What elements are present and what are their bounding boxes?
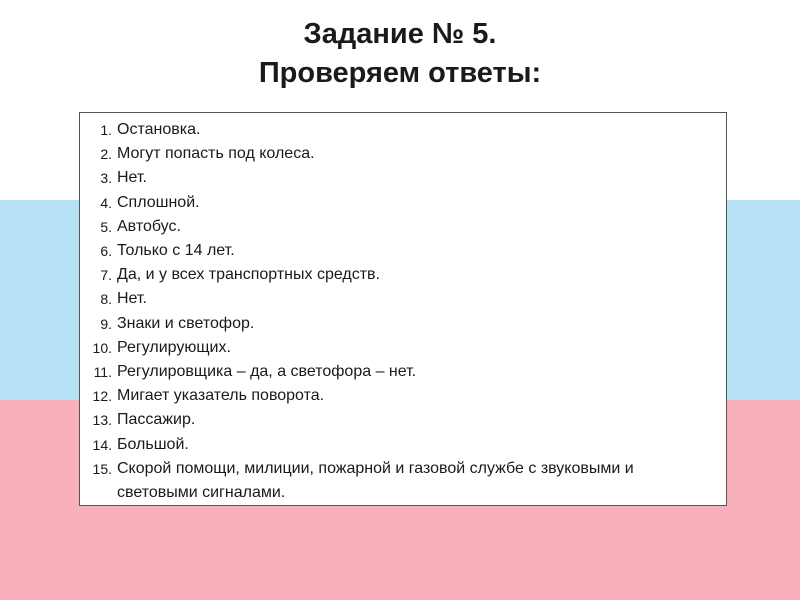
answer-text: Знаки и светофор. (117, 314, 255, 332)
answer-number: 11. (93, 364, 112, 381)
answer-item-13 (80, 408, 726, 432)
answer-number: 14. (92, 436, 112, 453)
answer-item-4 (80, 191, 726, 215)
answer-text: Да, и у всех транспортных средств. (117, 266, 380, 284)
answer-text: Большой. (117, 435, 189, 453)
answer-number: 7. (100, 267, 112, 284)
answer-item-14 (80, 433, 726, 457)
answers-list (80, 113, 726, 505)
answers-box (79, 112, 727, 506)
answer-item-3 (80, 166, 726, 190)
answer-text: Только с 14 лет. (117, 242, 235, 260)
answer-item-11 (80, 360, 726, 384)
answer-text: Нет. (117, 169, 147, 187)
answer-number: 8. (100, 291, 112, 308)
answer-text: Остановка. (117, 121, 201, 138)
answer-text: Нет. (117, 290, 147, 308)
slide-subtitle: Проверяем ответы: (258, 57, 542, 89)
answer-item-10 (80, 336, 726, 360)
answer-item-1 (80, 118, 726, 142)
answer-item-5 (80, 215, 726, 239)
answer-text: Пассажир. (117, 411, 196, 429)
answer-text: Сплошной. (117, 193, 200, 211)
answer-number: 3. (100, 170, 112, 187)
answer-item-8 (80, 287, 726, 311)
answer-number: 9. (100, 315, 112, 332)
answer-text: Могут попасть под колеса. (117, 145, 315, 163)
answer-number: 2. (100, 146, 112, 163)
answer-number: 15. (92, 460, 112, 477)
answer-text: Скорой помощи, милиции, пожарной и газовой службе с звуковыми и световыми сигналами. (117, 459, 634, 502)
answer-text: Автобус. (117, 217, 181, 235)
answer-text: Мигает указатель поворота. (117, 387, 325, 405)
answer-number: 6. (100, 243, 112, 260)
answer-item-7 (80, 263, 726, 287)
answer-text: Регулировщика – да, а светофора – нет. (117, 363, 417, 381)
slide-title: Задание № 5. (303, 18, 497, 50)
answer-item-6 (80, 239, 726, 263)
answer-item-12 (80, 384, 726, 408)
answer-number: 10. (92, 339, 112, 356)
answer-item-15 (80, 457, 726, 505)
answer-number: 4. (100, 194, 112, 211)
answer-number: 1. (100, 122, 112, 138)
answer-number: 12. (92, 388, 112, 405)
answer-item-2 (80, 142, 726, 166)
answer-number: 5. (100, 218, 112, 235)
answer-item-9 (80, 312, 726, 336)
answer-text: Регулирующих. (117, 338, 231, 356)
answer-number: 13. (92, 412, 112, 429)
